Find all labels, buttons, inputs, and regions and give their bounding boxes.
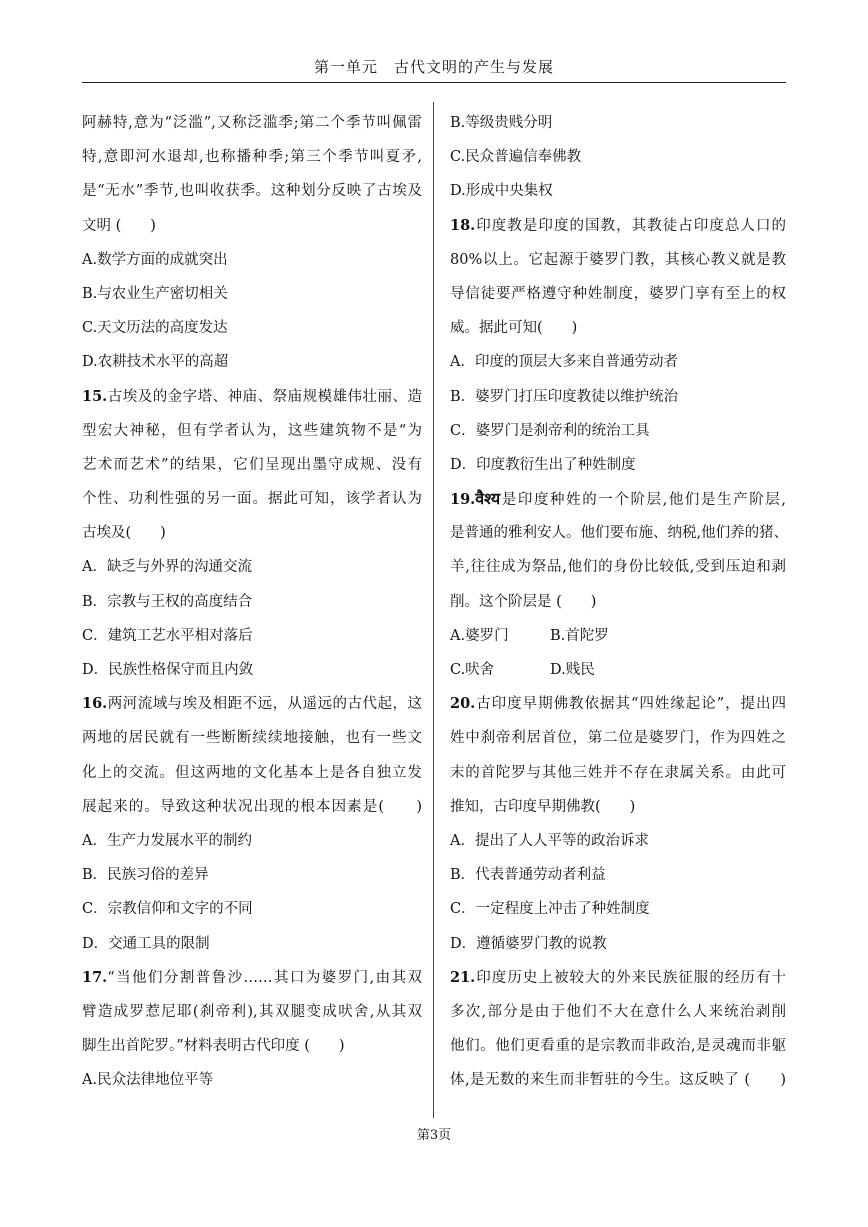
question-number: 16.	[82, 695, 108, 713]
question-16-line: 16.两河流域与埃及相距不远，从遥远的古代起，这	[82, 695, 422, 713]
option-b: B．宗教与王权的高度结合	[82, 593, 253, 610]
option-d: D．遵循婆罗门教的说教	[450, 935, 607, 952]
option-d: D.贱民	[550, 662, 595, 678]
question-number: 20.	[450, 695, 476, 713]
column-divider	[433, 102, 434, 1118]
question-18-line: 18.印度教是印度的国教，其教徒占印度总人口的	[450, 216, 786, 234]
option-c: C.民众普遍信奉佛教	[450, 149, 582, 166]
question-21-line: 21.印度历史上被较大的外来民族征服的经历有十	[450, 968, 786, 986]
option-c: C.天文历法的高度发达	[82, 320, 228, 337]
option-a: A.婆罗门	[450, 627, 509, 644]
question-18-line: 80%以上。它起源于婆罗门教，其核心教义就是教	[450, 251, 786, 268]
option-c: C．宗教信仰和文字的不同	[82, 901, 253, 918]
question-16-line: 两地的居民就有一些断断续续地接触，也有一些文	[82, 730, 422, 747]
option-d: D.形成中央集权	[450, 183, 553, 200]
option-d: D.农耕技术水平的高超	[82, 354, 229, 371]
option-a: A．提出了人人平等的政治诉求	[450, 832, 649, 849]
devanagari-term: वैश्य	[475, 489, 501, 509]
right-column	[450, 106, 789, 1097]
text-line: 文明 ( )	[82, 217, 156, 234]
question-20-line: 20.古印度早期佛教依据其“四姓缘起论”，提出四	[450, 695, 786, 713]
option-d: D．交通工具的限制	[82, 935, 210, 952]
question-18-line: 威。据此可知( )	[450, 320, 578, 337]
question-number: 17.	[82, 968, 108, 986]
option-a: A.数学方面的成就突出	[82, 251, 228, 268]
question-number: 19.	[450, 491, 476, 509]
question-19-line: 羊,往往成为祭品,他们的身份比较低,受到压迫和剥	[450, 559, 786, 576]
page-header: 第一单元 古代文明的产生与发展	[313, 58, 554, 76]
header-rule	[82, 82, 786, 83]
question-15-line: 艺术而艺术”的结果，它们呈现出墨守成规、没有	[82, 456, 422, 473]
option-d: D．印度教衍生出了种姓制度	[450, 456, 636, 473]
question-19-line: 是普通的雅利安人。他们要布施、纳税,他们养的猪、	[450, 525, 789, 542]
question-18-line: 导信徒要严格遵守种姓制度，婆罗门享有至上的权	[450, 285, 786, 302]
text-line: 特,意即河水退却,也称播种季;第三个季节叫夏矛,	[82, 149, 422, 166]
left-column	[82, 106, 422, 1097]
question-17-line: 17.“当他们分割普鲁沙……其口为婆罗门,由其双	[82, 968, 422, 986]
option-b: B．民族习俗的差异	[82, 867, 209, 884]
question-19-line: 19.वैश्य是印度种姓的一个阶层,他们是生产阶层,	[450, 489, 786, 509]
question-21-line: 多次,部分是由于他们不大在意什么人来统治剥削	[450, 1003, 786, 1020]
question-21-line: 他们。他们更看重的是宗教而非政治,是灵魂而非躯	[450, 1038, 786, 1055]
question-21-line: 体,是无数的来生而非暂驻的今生。这反映了 ( )	[450, 1072, 786, 1089]
option-c: C.吠舍	[450, 662, 495, 678]
option-row	[450, 619, 786, 653]
question-number: 21.	[450, 968, 476, 986]
question-16-line: 展起来的。导致这种状况出现的根本因素是( )	[82, 798, 422, 815]
option-a: A．印度的顶层大多来自普通劳动者	[450, 354, 678, 371]
option-row	[450, 653, 786, 687]
option-b: B.等级贵贱分明	[450, 115, 553, 131]
question-15-line: 古埃及( )	[82, 525, 166, 542]
text-line: 阿赫特,意为“泛滥”,又称泛滥季;第二个季节叫佩雷	[82, 115, 422, 131]
option-c: C．一定程度上冲击了种姓制度	[450, 901, 650, 918]
question-15-line: 型宏大神秘，但有学者认为，这些建筑物不是“为	[82, 422, 422, 439]
option-c: C．建筑工艺水平相对落后	[82, 627, 253, 644]
question-17-line: 臂造成罗惹尼耶(刹帝利),其双腿变成吠舍,从其双	[82, 1003, 422, 1020]
question-20-line: 末的首陀罗与其他三姓并不存在隶属关系。由此可	[450, 764, 786, 781]
question-20-line: 推知，古印度早期佛教( )	[450, 798, 636, 815]
option-c: C．婆罗门是刹帝利的统治工具	[450, 422, 650, 439]
option-b: B.与农业生产密切相关	[82, 285, 228, 302]
question-15-line: 15.古埃及的金字塔、神庙、祭庙规模雄伟壮丽、造	[82, 387, 422, 405]
text-line: 是“无水”季节,也叫收获季。这种划分反映了古埃及	[82, 183, 422, 200]
option-a: A．缺乏与外界的沟通交流	[82, 559, 252, 576]
page-number: 第3页	[416, 1128, 452, 1143]
option-b: B．代表普通劳动者利益	[450, 867, 606, 884]
option-b: B.首陀罗	[550, 627, 609, 644]
option-d: D．民族性格保守而且内敛	[82, 662, 254, 678]
option-a: A．生产力发展水平的制约	[82, 832, 252, 849]
option-b: B．婆罗门打压印度教徒以维护统治	[450, 388, 679, 405]
question-number: 18.	[450, 216, 476, 234]
question-17-line: 脚生出首陀罗。”材料表明古代印度 ( )	[82, 1038, 345, 1055]
question-20-line: 姓中刹帝利居首位，第二位是婆罗门，作为四姓之	[450, 730, 786, 747]
option-a: A.民众法律地位平等	[82, 1072, 214, 1089]
question-number: 15.	[82, 387, 108, 405]
question-19-line: 削。这个阶层是 ( )	[450, 593, 597, 610]
question-16-line: 化上的交流。但这两地的文化基本上是各自独立发	[82, 764, 422, 781]
question-15-line: 个性、功利性强的另一面。据此可知，该学者认为	[82, 491, 422, 508]
